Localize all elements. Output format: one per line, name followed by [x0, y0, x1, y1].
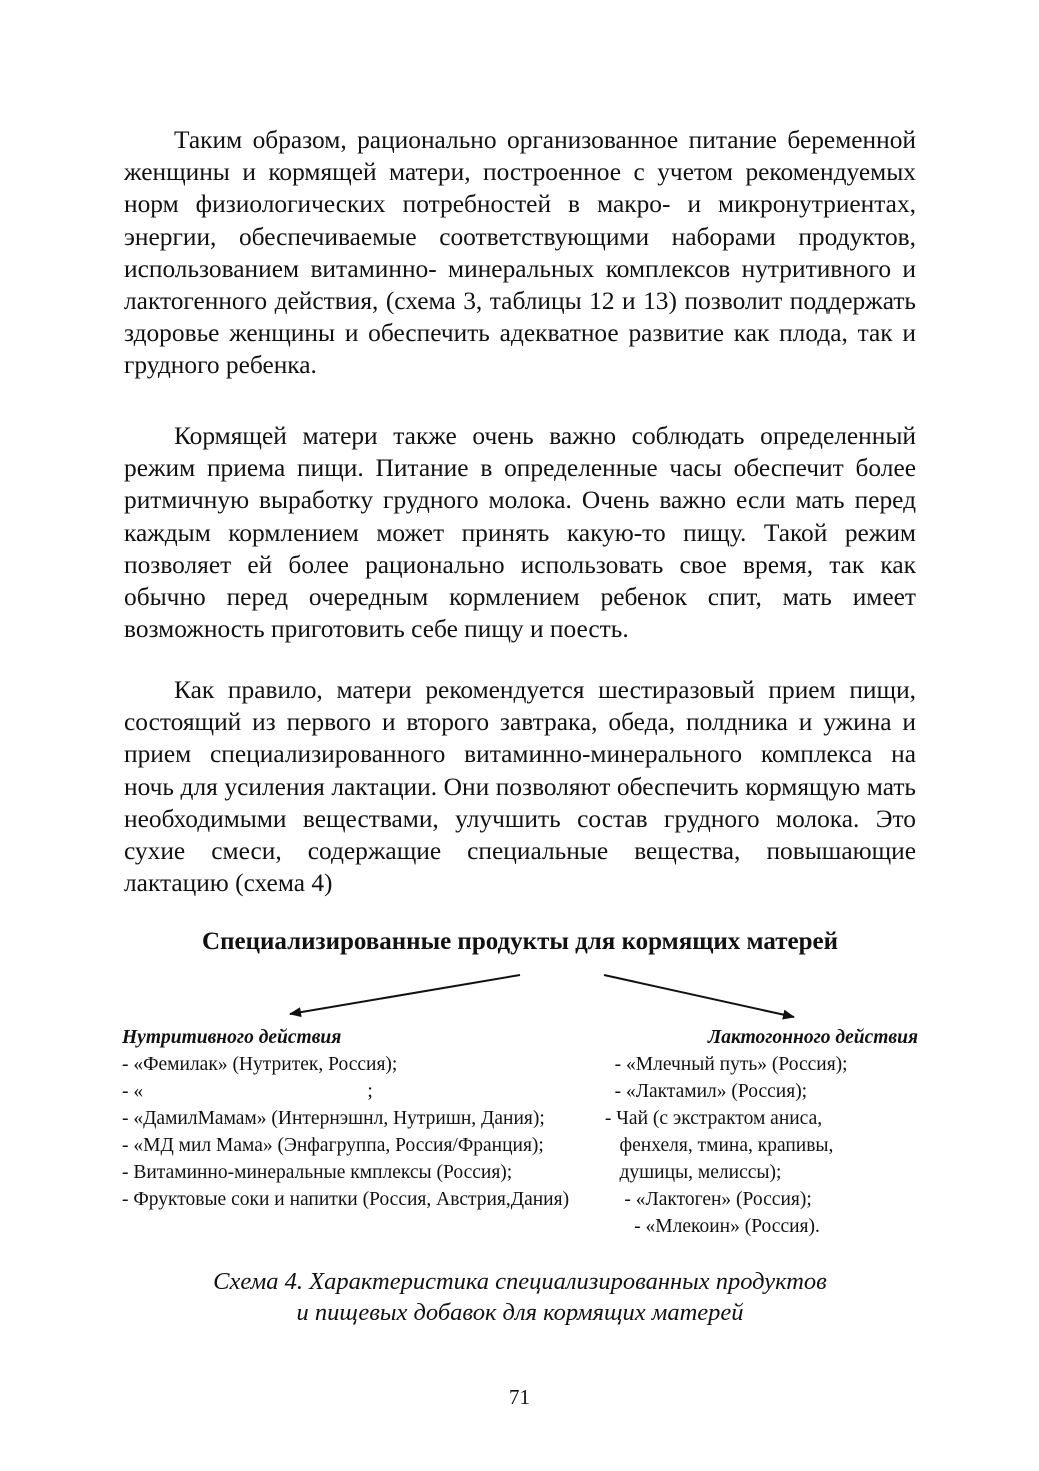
list-item: - Витаминно-минеральные кмплексы (Россия); — [122, 1162, 513, 1183]
scheme-title: Специализированные продукты для кормящих матерей — [202, 928, 838, 955]
lactogenic-column — [600, 1024, 918, 1240]
nutritive-header: Нутритивного действия — [122, 1027, 342, 1048]
arrow-left — [290, 975, 520, 1014]
page-number: 71 — [509, 1385, 530, 1409]
scheme-caption — [124, 1266, 916, 1328]
list-item: - «МД мил Мама» (Энфагруппа, Россия/Франция); — [122, 1135, 544, 1156]
list-item: - «Лактамил» (Россия); — [600, 1081, 808, 1102]
list-item: - «Лактоген» (Россия); — [600, 1189, 812, 1210]
list-item: фенхеля, тмина, крапивы, — [600, 1135, 834, 1156]
caption-line-2: и пищевых добавок для кормящих матерей — [296, 1299, 744, 1326]
caption-line-1: Схема 4. Характеристика специализированных продуктов — [213, 1268, 827, 1295]
paragraph-1: Таким образом, рационально организованное питание беременной женщины и кормящей матери, построенное с учетом рекомендуемых норм физиологических потребностей в макро- и микронутриентах, энергии, обеспечиваемые соответствующими наборами продуктов, использованием витаминно- минеральных комплексов нутритивного и лактогенного действия, (схема 3, таблицы 12 и 13) позволит поддержать здоровье женщины и обеспечить адекватное развитие как плода, так и грудного ребенка. — [124, 126, 916, 380]
list-item: - «ДамилМамам» (Интернэшнл, Нутришн, Дания); — [122, 1108, 545, 1129]
lactogenic-header: Лактогонного действия — [707, 1027, 918, 1048]
list-item: - « ; — [122, 1081, 373, 1102]
list-item: - Фруктовые соки и напитки (Россия, Австрия,Дания) — [122, 1189, 570, 1210]
list-item: душицы, мелиссы); — [600, 1162, 782, 1183]
list-item: - «Фемилак» (Нутритек, Россия); — [122, 1054, 398, 1075]
nutritive-column — [122, 1024, 662, 1213]
list-item: - «Млечный путь» (Россия); — [600, 1054, 848, 1075]
paragraph-3: Как правило, матери рекомендуется шестиразовый прием пищи, состоящий из первого и второго завтрака, обеда, полдника и ужина и прием специализированного витаминно-минерального комплекса на ночь для усиления лактации. Они позволяют обеспечить кормящую мать необходимыми веществами, улучшить состав грудного молока. Это сухие смеси, содержащие специальные вещества, повышающие лактацию (схема 4) — [124, 676, 916, 898]
paragraph-2: Кормящей матери также очень важно соблюдать определенный режим приема пищи. Питание в определенные часы обеспечит более ритмичную выработку грудного молока. Очень важно если мать перед каждым кормлением может принять какую-то пищу. Такой режим позволяет ей более рационально использовать свое время, так как обычно перед очередным кормлением ребенок спит, мать имеет возможность приготовить себе пищу и поесть. — [124, 422, 916, 644]
list-item: - «Млекоин» (Россия). — [600, 1216, 820, 1237]
list-item: - Чай (с экстрактом аниса, — [600, 1108, 823, 1129]
arrow-right — [604, 975, 794, 1017]
